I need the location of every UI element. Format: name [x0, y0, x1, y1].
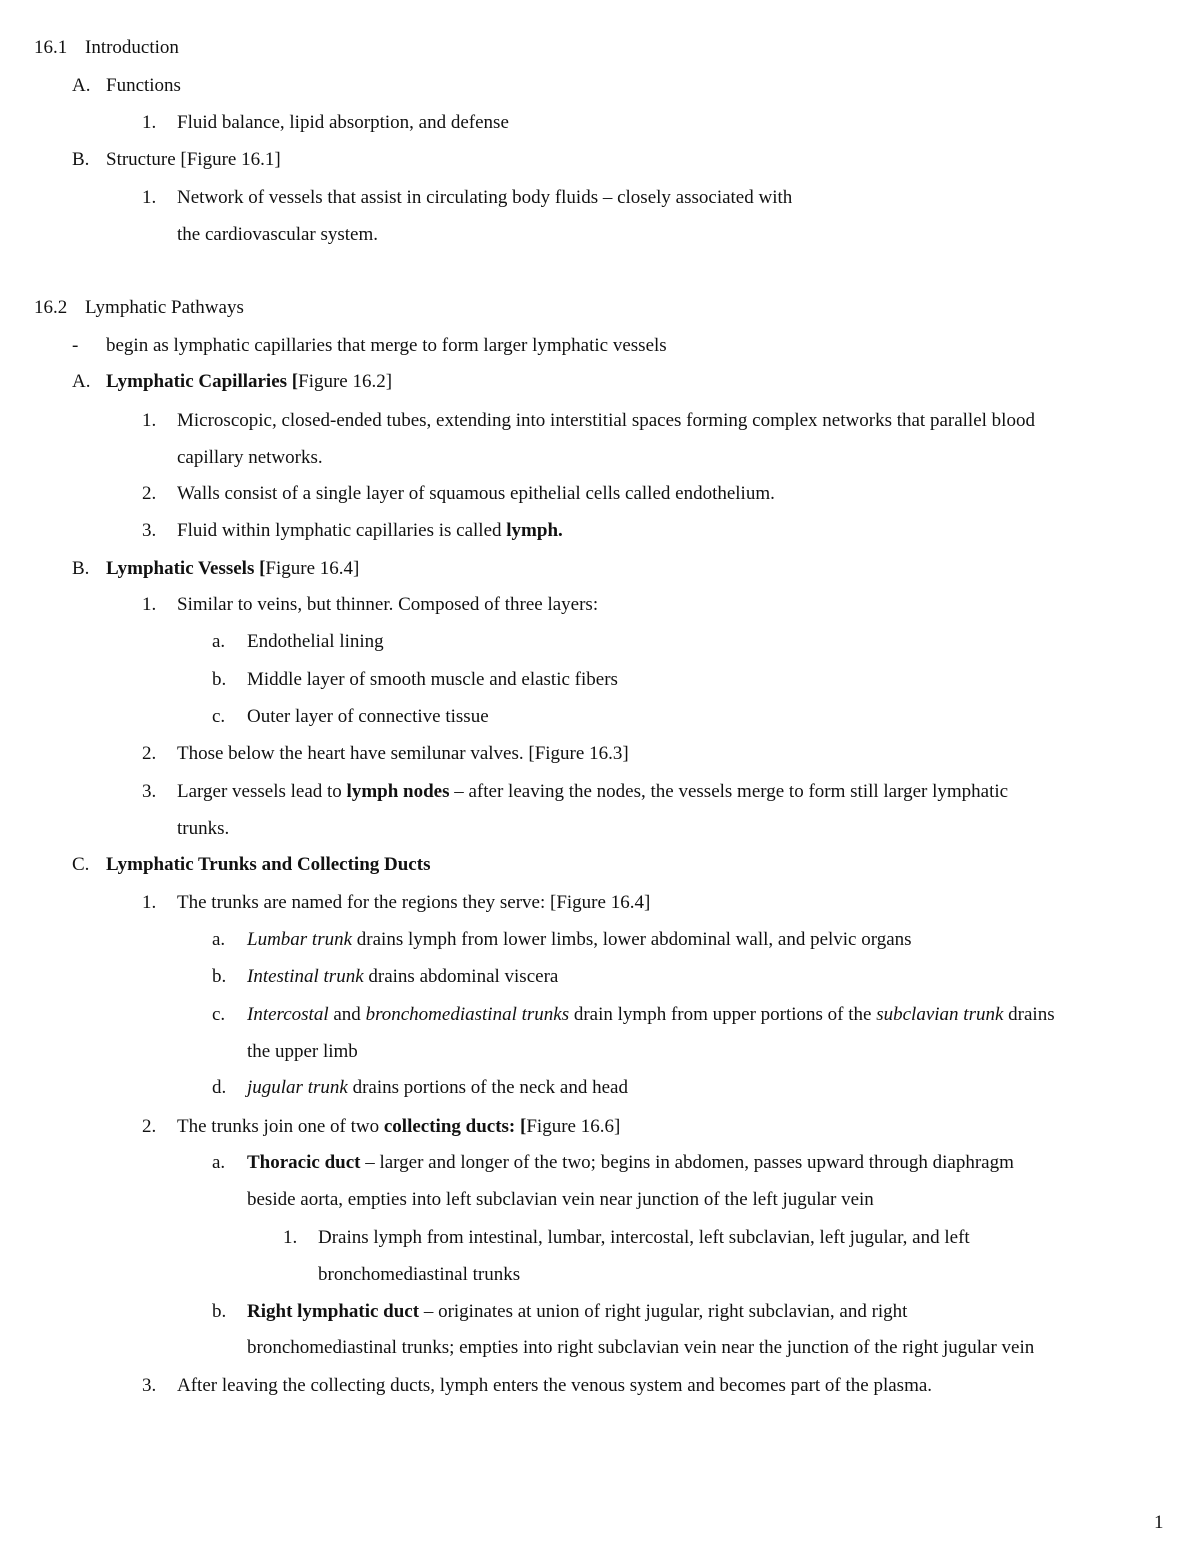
dash-marker: -: [72, 335, 79, 356]
outline-marker: 2.: [142, 743, 157, 764]
list-subitem-continuation: the upper limb: [247, 1041, 358, 1062]
outline-marker: C.: [72, 854, 90, 875]
outline-marker: A.: [72, 371, 91, 392]
outline-marker: 1.: [142, 187, 157, 208]
list-subitem-continuation: beside aorta, empties into left subclavian vein near junction of the left jugular vein: [247, 1189, 874, 1210]
outline-marker: 2.: [142, 1116, 157, 1137]
outline-marker: 1.: [142, 892, 157, 913]
list-item: [177, 780, 1008, 804]
item-text: Fluid within lymphatic capillaries is called: [177, 520, 507, 541]
subsection-heading: [106, 853, 430, 877]
item-text: drains lymph from lower limbs, lower abdominal wall, and pelvic organs: [352, 929, 912, 950]
figure-ref: Figure 16.4]: [265, 558, 360, 579]
outline-marker: 1.: [142, 410, 157, 431]
subsection-heading: [106, 370, 392, 394]
outline-marker: 3.: [142, 520, 157, 541]
outline-marker: b.: [212, 966, 227, 987]
list-subitem: [247, 1003, 1055, 1027]
list-item: Network of vessels that assist in circulating body fluids – closely associated with: [177, 187, 793, 208]
term-italic: Lumbar trunk: [247, 929, 353, 950]
outline-marker: 2.: [142, 483, 157, 504]
list-subitem: Endothelial lining: [247, 631, 384, 652]
item-text: drains abdominal viscera: [363, 966, 559, 987]
outline-marker: B.: [72, 558, 90, 579]
outline-marker: 3.: [142, 781, 157, 802]
list-subitem: [247, 1300, 907, 1324]
term-italic: Intercostal: [247, 1004, 329, 1025]
outline-marker: c.: [212, 706, 226, 727]
list-item-continuation: trunks.: [177, 818, 230, 839]
heading-bold: Lymphatic Vessels [: [106, 558, 266, 579]
outline-marker: c.: [212, 1004, 226, 1025]
intro-text: begin as lymphatic capillaries that merge to form larger lymphatic vessels: [106, 335, 667, 356]
outline-marker: A.: [72, 75, 91, 96]
term-italic: subclavian trunk: [876, 1004, 1004, 1025]
heading-bold: Lymphatic Capillaries [: [106, 371, 299, 392]
outline-marker: b.: [212, 669, 227, 690]
list-item: Fluid balance, lipid absorption, and defense: [177, 112, 509, 133]
list-subitem: [247, 1076, 628, 1100]
page-number: 1: [1154, 1512, 1164, 1533]
outline-marker: a.: [212, 929, 226, 950]
item-text: The trunks join one of two: [177, 1116, 384, 1137]
figure-ref: Figure 16.2]: [298, 371, 393, 392]
heading-bold: Lymphatic Trunks and Collecting Ducts: [106, 854, 431, 875]
outline-marker: 1.: [142, 594, 157, 615]
list-item-continuation: the cardiovascular system.: [177, 224, 379, 245]
outline-marker: b.: [212, 1301, 227, 1322]
outline-marker: a.: [212, 631, 226, 652]
item-text: and: [328, 1004, 366, 1025]
list-item-continuation: capillary networks.: [177, 447, 323, 468]
list-item: The trunks are named for the regions they serve: [Figure 16.4]: [177, 892, 651, 913]
term-bold: collecting ducts: [: [383, 1116, 527, 1137]
item-text: – after leaving the nodes, the vessels merge to form still larger lymphatic: [449, 781, 1009, 802]
outline-marker: a.: [212, 1152, 226, 1173]
section-title: Introduction: [85, 37, 179, 58]
item-text: Larger vessels lead to: [177, 781, 347, 802]
outline-marker: 1.: [142, 112, 157, 133]
list-subitem: [247, 965, 558, 989]
section-title: Lymphatic Pathways: [85, 297, 244, 318]
list-item: Those below the heart have semilunar valves. [Figure 16.3]: [177, 743, 629, 764]
list-item: [177, 519, 563, 543]
term-bold: Right lymphatic duct: [247, 1301, 420, 1322]
item-text: – originates at union of right jugular, right subclavian, and right: [419, 1301, 908, 1322]
list-subitem-continuation: bronchomediastinal trunks; empties into right subclavian vein near the junction of the right jugular vein: [247, 1337, 1035, 1358]
list-item: [177, 1115, 620, 1139]
list-subitem: Outer layer of connective tissue: [247, 706, 489, 727]
term-bold: lymph nodes: [346, 781, 450, 802]
list-item: Microscopic, closed-ended tubes, extending into interstitial spaces forming complex networks that parallel blood: [177, 410, 1035, 431]
outline-marker: B.: [72, 149, 90, 170]
list-item: After leaving the collecting ducts, lymph enters the venous system and becomes part of the plasma.: [177, 1375, 933, 1396]
item-text: drains: [1003, 1004, 1055, 1025]
list-subsubitem: Drains lymph from intestinal, lumbar, intercostal, left subclavian, left jugular, and left: [318, 1227, 970, 1248]
term-italic: jugular trunk: [247, 1077, 348, 1098]
subsection-heading: Structure [Figure 16.1]: [106, 149, 281, 170]
subsection-heading: Functions: [106, 75, 181, 96]
term-bold: Thoracic duct: [247, 1152, 361, 1173]
list-subitem: Middle layer of smooth muscle and elastic fibers: [247, 669, 618, 690]
outline-marker: 1.: [283, 1227, 298, 1248]
item-text: drains portions of the neck and head: [347, 1077, 628, 1098]
section-number: 16.2: [34, 297, 68, 318]
outline-marker: 3.: [142, 1375, 157, 1396]
list-subsubitem-continuation: bronchomediastinal trunks: [318, 1264, 521, 1285]
term-bold: lymph.: [506, 520, 563, 541]
subsection-heading: [106, 557, 359, 581]
item-text: drain lymph from upper portions of the: [569, 1004, 877, 1025]
list-subitem: [247, 1151, 1014, 1175]
section-number: 16.1: [34, 37, 68, 58]
list-subitem: [247, 928, 912, 952]
term-italic: Intestinal trunk: [247, 966, 364, 987]
term-italic: bronchomediastinal trunks: [365, 1004, 570, 1025]
figure-ref: Figure 16.6]: [526, 1116, 621, 1137]
outline-marker: d.: [212, 1077, 227, 1098]
list-item: Walls consist of a single layer of squamous epithelial cells called endothelium.: [177, 483, 775, 504]
item-text: – larger and longer of the two; begins in abdomen, passes upward through diaphragm: [360, 1152, 1014, 1173]
list-item: Similar to veins, but thinner. Composed of three layers:: [177, 594, 599, 615]
